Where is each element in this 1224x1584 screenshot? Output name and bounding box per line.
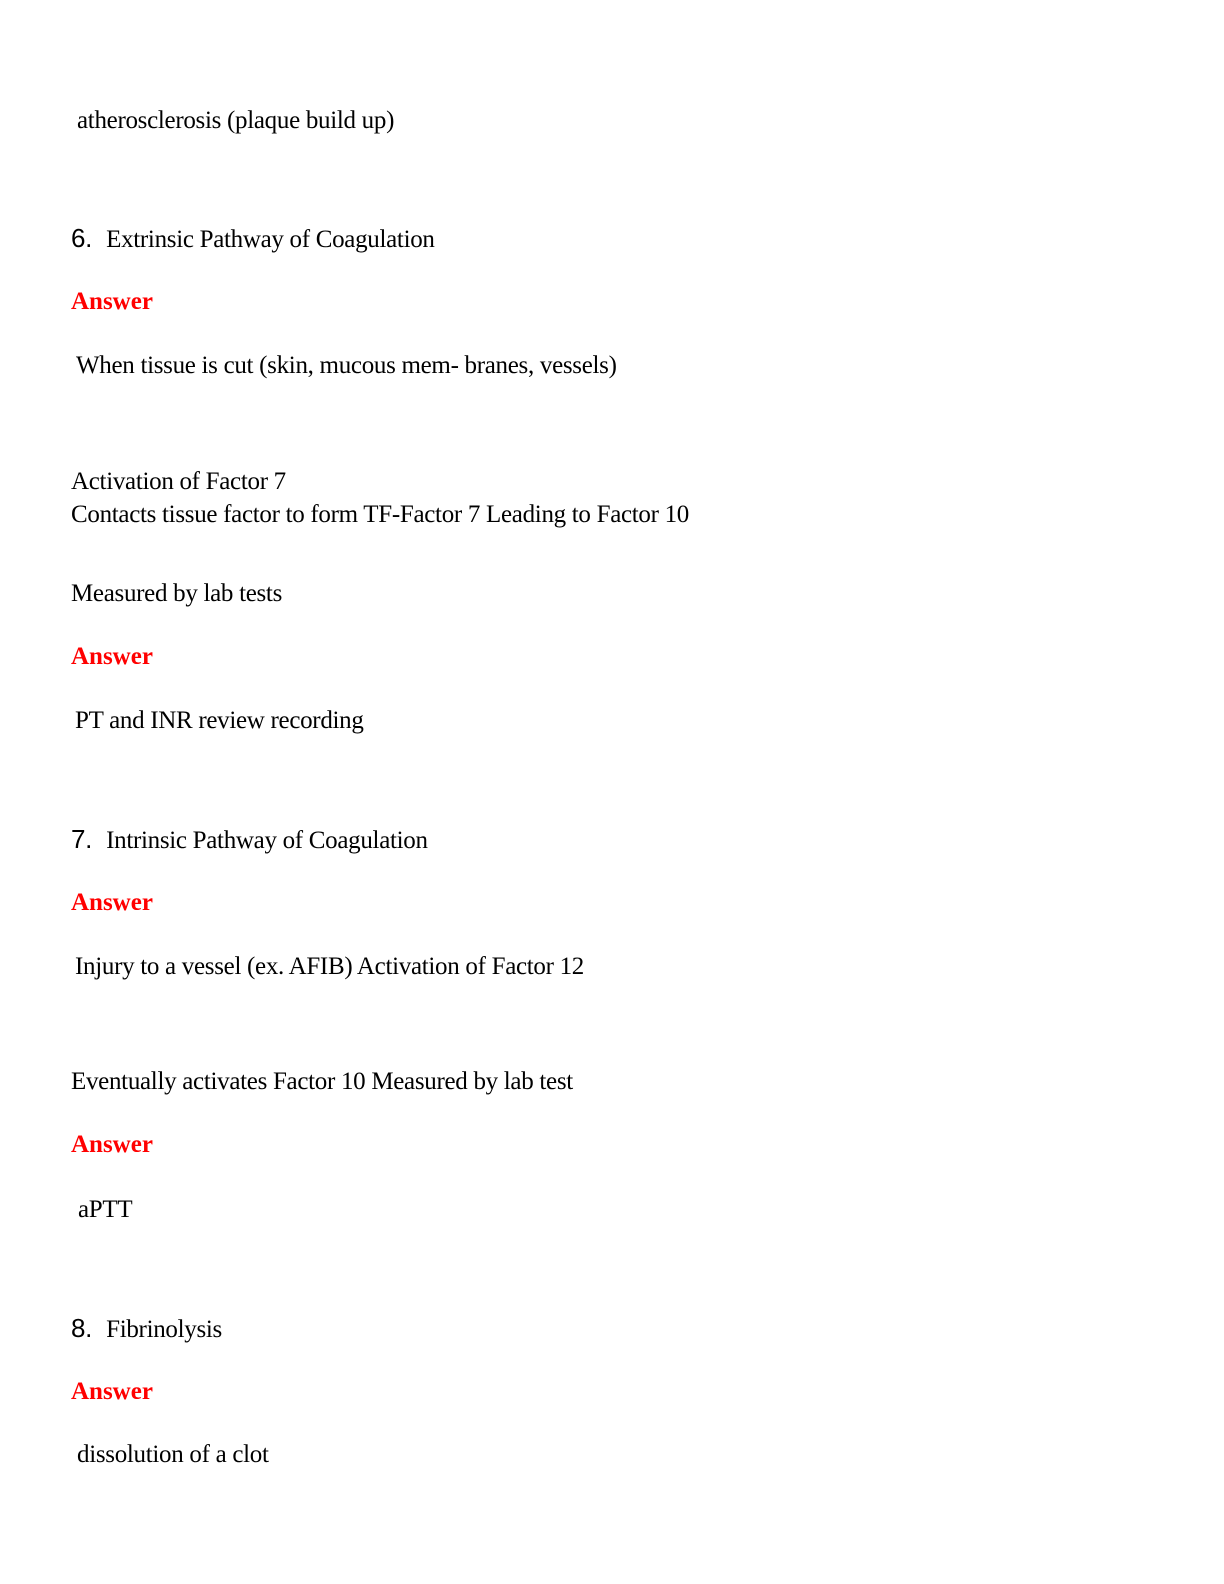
question-number: 8. [71,1313,93,1343]
question-title: Extrinsic Pathway of Coagulation [106,226,435,253]
body-text: Eventually activates Factor 10 Measured by lab test [71,1068,573,1095]
answer-label: Answer [71,1378,153,1405]
question-number: 6. [71,223,93,253]
question-6-heading [71,223,435,255]
body-text: Contacts tissue factor to form TF-Factor 7 Leading to Factor 10 [71,501,690,528]
question-title: Intrinsic Pathway of Coagulation [106,827,428,854]
question-8-heading [71,1313,222,1345]
answer-label: Answer [71,288,153,315]
answer-text: PT and INR review recording [75,707,364,734]
answer-text: dissolution of a clot [77,1441,269,1468]
body-text: Activation of Factor 7 [71,468,286,495]
answer-label: Answer [71,889,153,916]
question-number: 7. [71,824,93,854]
answer-label: Answer [71,643,153,670]
answer-text: Injury to a vessel (ex. AFIB) Activation of Factor 12 [75,953,585,980]
question-title: Fibrinolysis [106,1316,222,1343]
body-text-atherosclerosis: atherosclerosis (plaque build up) [77,107,395,134]
answer-text: aPTT [78,1196,133,1223]
question-7-heading [71,824,428,856]
body-text: Measured by lab tests [71,580,283,607]
answer-label: Answer [71,1131,153,1158]
answer-text: When tissue is cut (skin, mucous mem- branes, vessels) [76,352,617,379]
